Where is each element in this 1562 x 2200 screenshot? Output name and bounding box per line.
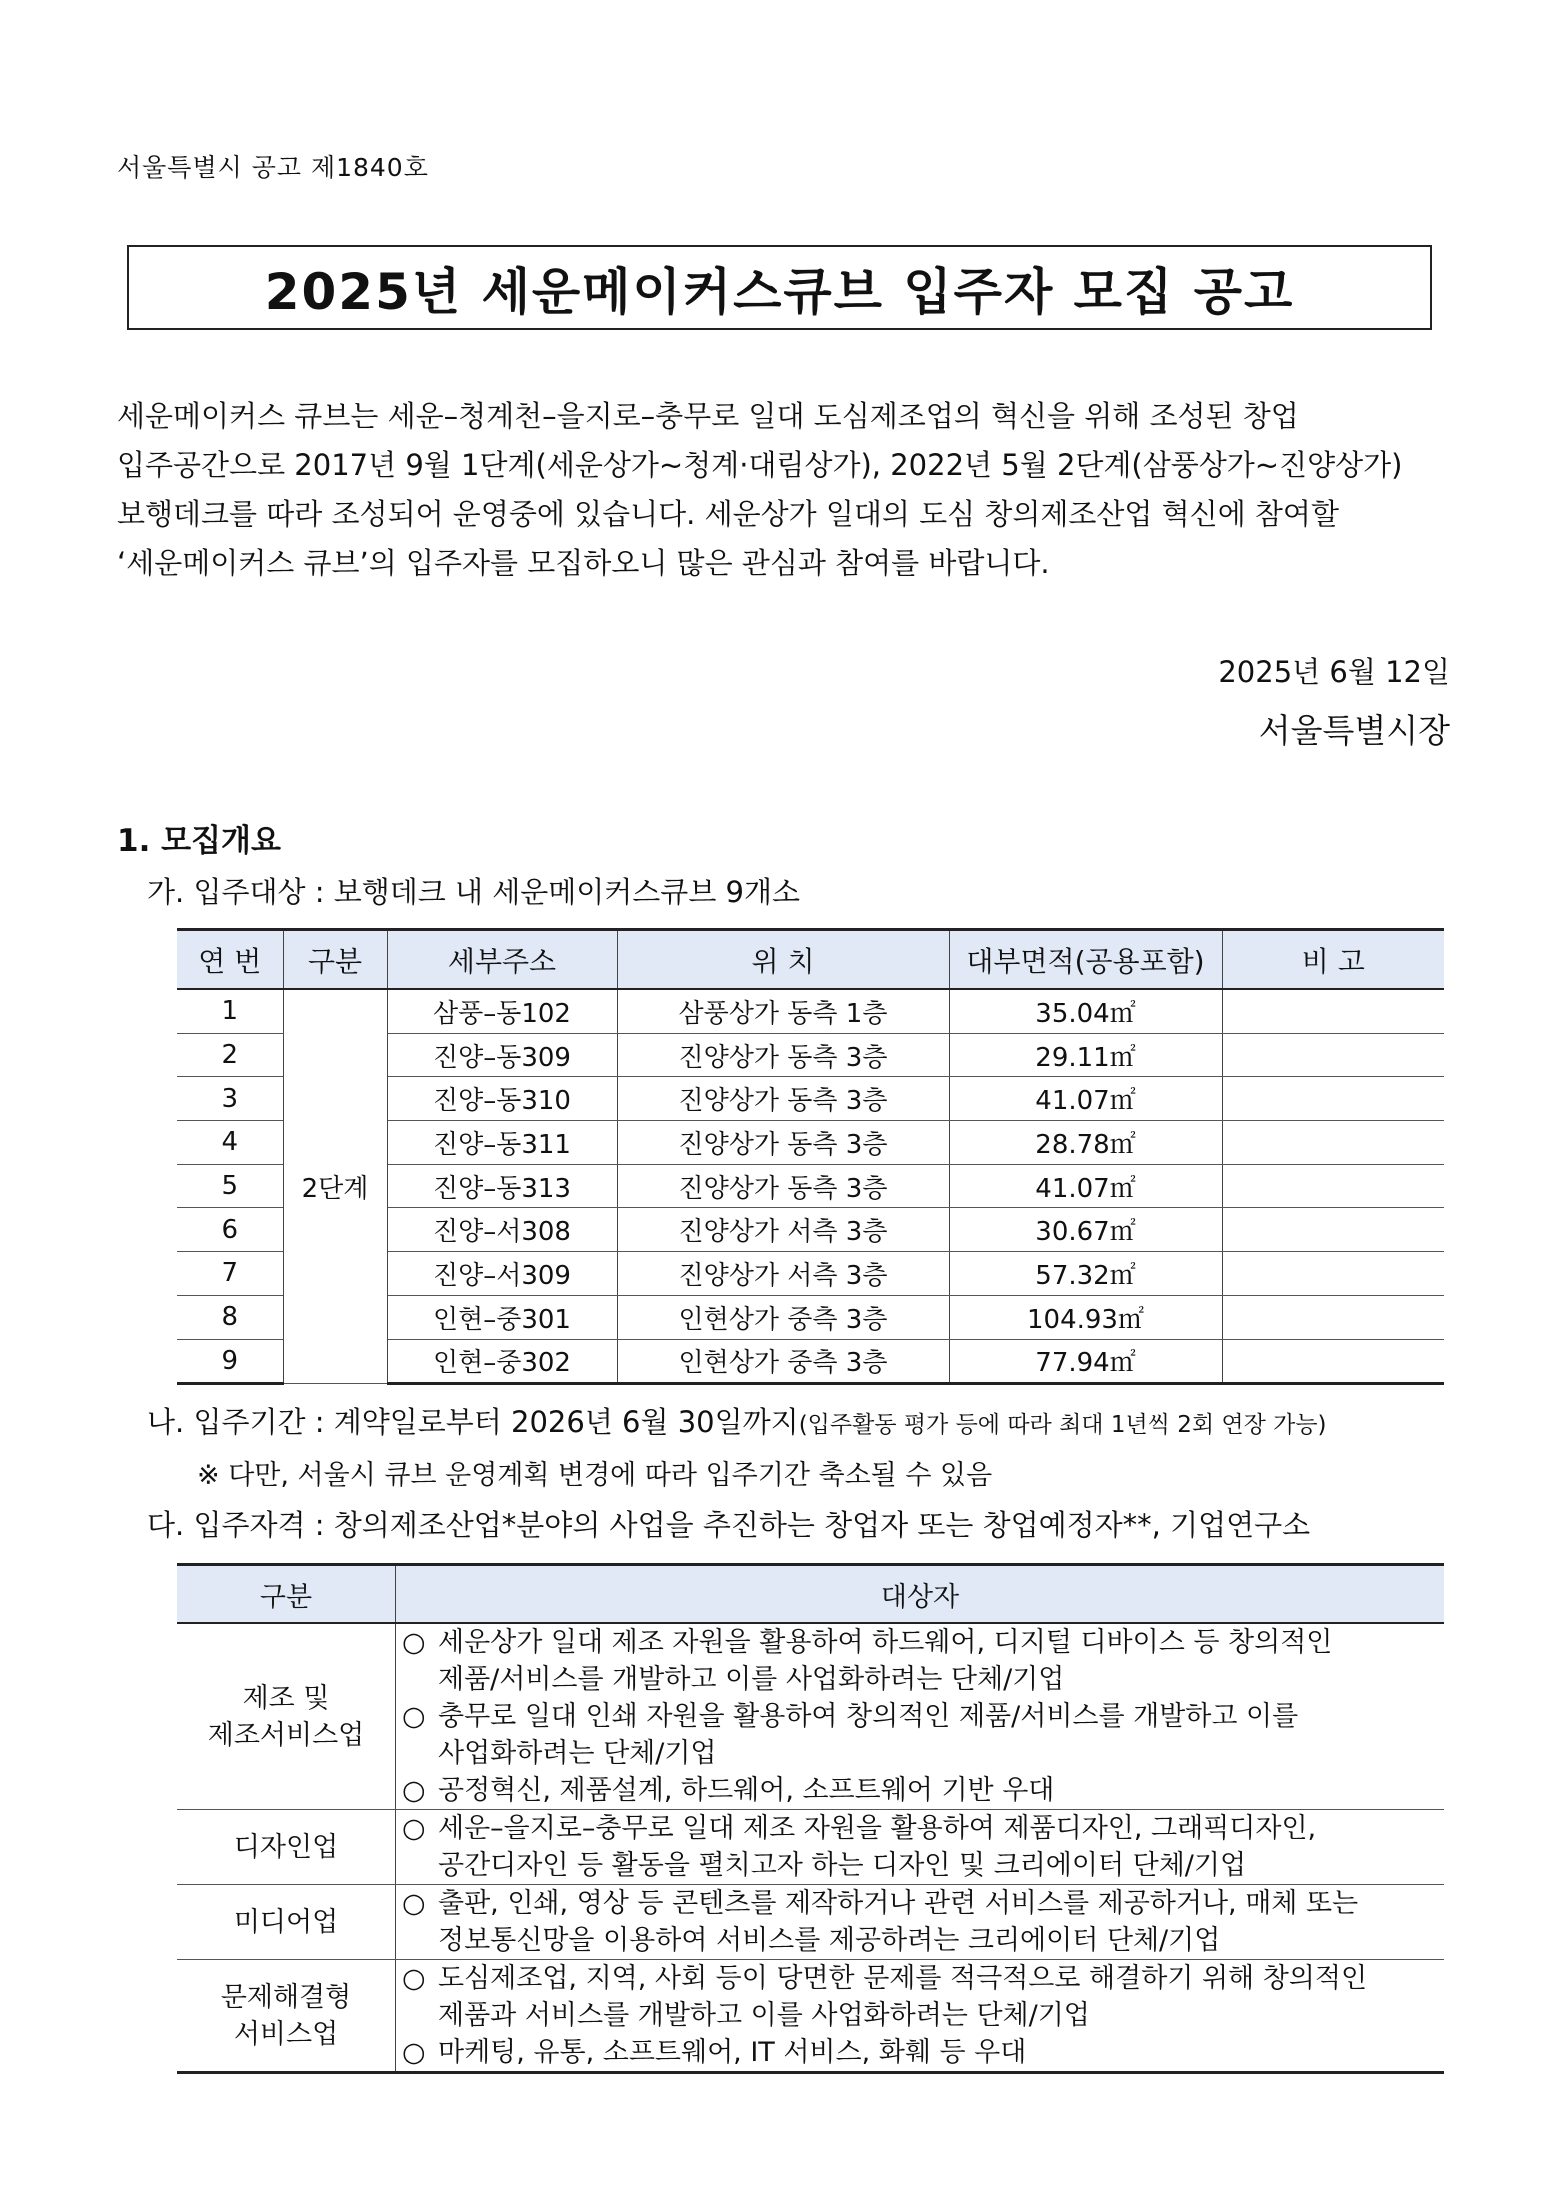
space-table [177, 928, 1444, 1385]
note-cell [1222, 989, 1444, 1033]
item-line: 세운–을지로–충무로 일대 제조 자원을 활용하여 제품디자인, 그래픽디자인, [438, 1813, 1317, 1844]
period-text: 나. 입주기간 : 계약일로부터 2026년 6월 30일까지 [147, 1405, 799, 1439]
header-cell: 대부면적(공용포함) [949, 930, 1222, 990]
item-line: 공간디자인 등 활동을 펼치고자 하는 디자인 및 크리에이터 단체/기업 [438, 1850, 1247, 1881]
item-line: 사업화하려는 단체/기업 [438, 1738, 717, 1769]
table-row [177, 1810, 1444, 1885]
category-cell [177, 1885, 396, 1960]
category-line: 제조 및 [242, 1682, 330, 1714]
note-cell [1222, 1121, 1444, 1165]
category-cell [177, 1623, 396, 1810]
list-item [402, 1885, 1438, 1959]
area-cell: 29.11㎡ [949, 1033, 1222, 1077]
area-cell: 30.67㎡ [949, 1208, 1222, 1252]
row-number: 8 [177, 1295, 283, 1339]
category-line: 미디어업 [233, 1906, 339, 1938]
address-cell: 진양–동310 [387, 1077, 617, 1121]
table-row [177, 989, 1444, 1033]
note-cell [1222, 1033, 1444, 1077]
location-cell: 진양상가 동측 3층 [617, 1077, 949, 1121]
header-cell: 비 고 [1222, 930, 1444, 990]
row-number: 4 [177, 1121, 283, 1165]
row-number: 2 [177, 1033, 283, 1077]
circle-bullet-icon: ○ [402, 1963, 426, 1994]
target-cell [396, 1623, 1445, 1810]
table-row [177, 1885, 1444, 1960]
intro-line: 세운메이커스 큐브는 세운–청계천–을지로–충무로 일대 도심제조업의 혁신을 위해 조성된 창업 [117, 399, 1299, 433]
row-number: 6 [177, 1208, 283, 1252]
sub-item-period [147, 1400, 1327, 1441]
note-cell [1222, 1077, 1444, 1121]
location-cell: 진양상가 서측 3층 [617, 1208, 949, 1252]
item-line: 제품과 서비스를 개발하고 이를 사업화하려는 단체/기업 [438, 2000, 1090, 2031]
note-cell [1222, 1208, 1444, 1252]
item-line: 제품/서비스를 개발하고 이를 사업화하려는 단체/기업 [438, 1664, 1065, 1695]
item-line: 공정혁신, 제품설계, 하드웨어, 소프트웨어 기반 우대 [438, 1775, 1055, 1806]
header-cell: 대상자 [396, 1565, 1445, 1624]
circle-bullet-icon: ○ [402, 1888, 426, 1919]
location-cell: 삼풍상가 동측 1층 [617, 989, 949, 1033]
row-number: 7 [177, 1252, 283, 1296]
location-cell: 인현상가 중측 3층 [617, 1295, 949, 1339]
item-line: 마케팅, 유통, 소프트웨어, IT 서비스, 화훼 등 우대 [438, 2037, 1027, 2068]
category-line: 서비스업 [233, 2018, 339, 2050]
header-cell: 세부주소 [387, 930, 617, 990]
intro-line: ‘세운메이커스 큐브’의 입주자를 모집하오니 많은 관심과 참여를 바랍니다. [117, 546, 1050, 580]
note-cell [1222, 1164, 1444, 1208]
notice-date: 2025년 6월 12일 [1218, 655, 1450, 689]
header-cell: 연 번 [177, 930, 283, 990]
sub-item-target: 가. 입주대상 : 보행데크 내 세운메이커스큐브 9개소 [147, 875, 801, 909]
address-cell: 인현–중302 [387, 1339, 617, 1384]
location-cell: 인현상가 중측 3층 [617, 1339, 949, 1384]
table-row [177, 1623, 1444, 1810]
target-cell [396, 1885, 1445, 1960]
circle-bullet-icon: ○ [402, 2037, 426, 2068]
location-cell: 진양상가 동측 3층 [617, 1033, 949, 1077]
target-cell [396, 1960, 1445, 2073]
list-item [402, 1698, 1438, 1772]
target-cell [396, 1810, 1445, 1885]
item-line: 세운상가 일대 제조 자원을 활용하여 하드웨어, 디지털 디바이스 등 창의적인 [438, 1627, 1333, 1658]
location-cell: 진양상가 서측 3층 [617, 1252, 949, 1296]
address-cell: 진양–동309 [387, 1033, 617, 1077]
item-line: 출판, 인쇄, 영상 등 콘텐츠를 제작하거나 관련 서비스를 제공하거나, 매체 또는 [438, 1888, 1359, 1919]
category-cell [177, 1810, 396, 1885]
intro-paragraph [117, 392, 1447, 588]
address-cell: 인현–중301 [387, 1295, 617, 1339]
table-header-row [177, 930, 1444, 990]
category-line: 제조서비스업 [207, 1719, 365, 1751]
circle-bullet-icon: ○ [402, 1813, 426, 1844]
note-cell [1222, 1339, 1444, 1384]
group-cell: 2단계 [283, 989, 387, 1384]
notice-number: 서울특별시 공고 제1840호 [117, 153, 429, 182]
intro-line: 입주공간으로 2017년 9월 1단계(세운상가~청계·대림상가), 2022년 5월 2단계(삼풍상가~진양상가) [117, 448, 1403, 482]
item-line: 정보통신망을 이용하여 서비스를 제공하려는 크리에이터 단체/기업 [438, 1925, 1221, 1956]
intro-line: 보행데크를 따라 조성되어 운영중에 있습니다. 세운상가 일대의 도심 창의제조산업 혁신에 참여할 [117, 497, 1339, 531]
category-cell [177, 1960, 396, 2073]
table-row [177, 1960, 1444, 2073]
period-note: ※ 다만, 서울시 큐브 운영계획 변경에 따라 입주기간 축소될 수 있음 [197, 1460, 993, 1491]
item-line: 충무로 일대 인쇄 자원을 활용하여 창의적인 제품/서비스를 개발하고 이를 [438, 1701, 1299, 1732]
area-cell: 77.94㎡ [949, 1339, 1222, 1384]
qualification-table [177, 1563, 1444, 2074]
list-item [402, 1810, 1438, 1884]
address-cell: 삼풍–동102 [387, 989, 617, 1033]
location-cell: 진양상가 동측 3층 [617, 1164, 949, 1208]
list-item [402, 1772, 1438, 1809]
header-cell: 위 치 [617, 930, 949, 990]
area-cell: 41.07㎡ [949, 1164, 1222, 1208]
header-cell: 구분 [283, 930, 387, 990]
header-cell: 구분 [177, 1565, 396, 1624]
list-item [402, 2034, 1438, 2071]
list-item [402, 1624, 1438, 1698]
area-cell: 35.04㎡ [949, 989, 1222, 1033]
row-number: 9 [177, 1339, 283, 1384]
category-line: 문제해결형 [220, 1981, 352, 2013]
category-line: 디자인업 [233, 1831, 339, 1863]
note-cell [1222, 1295, 1444, 1339]
address-cell: 진양–서309 [387, 1252, 617, 1296]
section-heading: 1. 모집개요 [117, 823, 281, 859]
area-cell: 41.07㎡ [949, 1077, 1222, 1121]
row-number: 1 [177, 989, 283, 1033]
circle-bullet-icon: ○ [402, 1627, 426, 1658]
item-line: 도심제조업, 지역, 사회 등이 당면한 문제를 적극적으로 해결하기 위해 창의적인 [438, 1963, 1368, 1994]
page-title: 2025년 세운메이커스큐브 입주자 모집 공고 [264, 262, 1295, 321]
list-item [402, 1960, 1438, 2034]
area-cell: 104.93㎡ [949, 1295, 1222, 1339]
sub-item-qualification: 다. 입주자격 : 창의제조산업*분야의 사업을 추진하는 창업자 또는 창업예정자**, 기업연구소 [147, 1508, 1311, 1542]
period-extension-note: (입주활동 평가 등에 따라 최대 1년씩 2회 연장 가능) [798, 1412, 1327, 1438]
row-number: 3 [177, 1077, 283, 1121]
circle-bullet-icon: ○ [402, 1701, 426, 1732]
notice-signer: 서울특별시장 [1258, 711, 1450, 750]
location-cell: 진양상가 동측 3층 [617, 1121, 949, 1165]
area-cell: 57.32㎡ [949, 1252, 1222, 1296]
note-cell [1222, 1252, 1444, 1296]
area-cell: 28.78㎡ [949, 1121, 1222, 1165]
address-cell: 진양–동311 [387, 1121, 617, 1165]
row-number: 5 [177, 1164, 283, 1208]
title-box [127, 245, 1432, 330]
address-cell: 진양–동313 [387, 1164, 617, 1208]
table-header-row [177, 1565, 1444, 1624]
address-cell: 진양–서308 [387, 1208, 617, 1252]
circle-bullet-icon: ○ [402, 1775, 426, 1806]
